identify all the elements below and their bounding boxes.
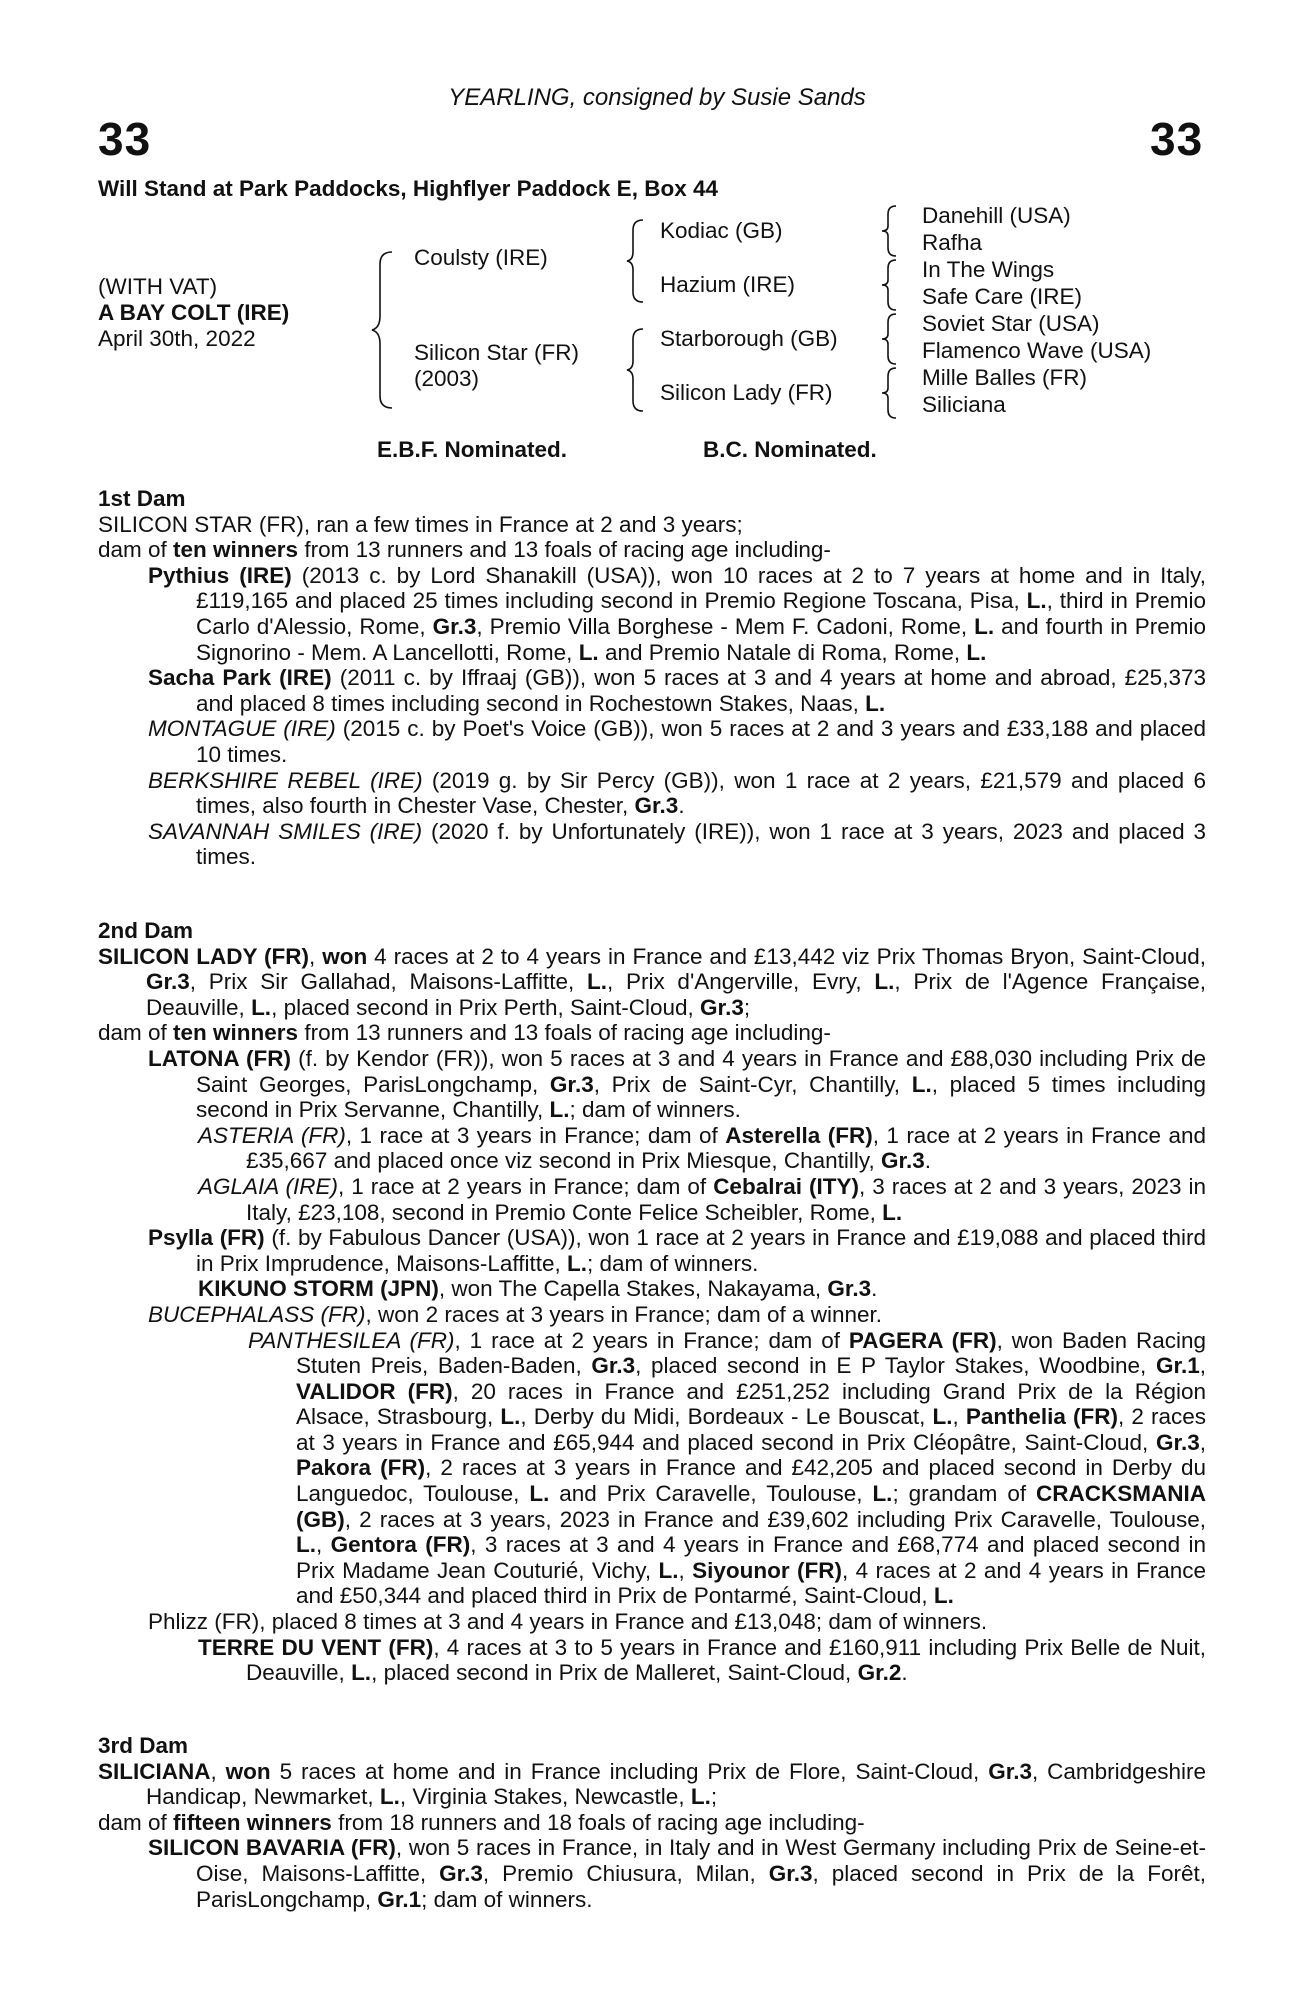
vat-note: (WITH VAT) <box>98 274 218 299</box>
pedigree-ssd: Rafha <box>922 230 983 255</box>
bc-nominated: B.C. Nominated. <box>703 437 877 462</box>
pedigree-brace-ds <box>880 312 900 366</box>
second-dam-section <box>98 918 1206 1686</box>
first-dam-produce-intro: dam of ten winners from 13 runners and 13 foals of racing age including- <box>98 537 831 563</box>
lot-number-right: 33 <box>1150 113 1204 165</box>
produce-entry: ASTERIA (FR), 1 race at 3 years in France; dam of Asterella (FR), 1 race at 2 years in France and £35,667 and placed once viz second in Prix Miesque, Chantilly, Gr.3. <box>198 1122 1206 1174</box>
first-dam-section <box>98 486 1206 870</box>
pedigree-dss: Soviet Star (USA) <box>922 311 1100 336</box>
pedigree-brace-ss <box>880 204 900 258</box>
pedigree-brace-dd <box>880 366 900 420</box>
produce-entry: Psylla (FR) (f. by Fabulous Dancer (USA)), won 1 race at 2 years in France and £19,088 and placed third in Prix Imprudence, Maisons-Laffitte, L.; dam of winners. <box>148 1225 1207 1276</box>
pedigree-sire-dam: Hazium (IRE) <box>660 272 796 297</box>
third-dam-record: SILICIANA, won 5 races at home and in France including Prix de Flore, Saint-Cloud, Gr.3, Cambridgeshire Handicap, Newmarket, L., Virginia Stakes, Newcastle, L.; <box>98 1758 1206 1810</box>
produce-entry: SILICON BAVARIA (FR), won 5 races in France, in Italy and in West Germany including Prix de Seine-et-Oise, Maisons-Laffitte, Gr.3, Premio Chiusura, Milan, Gr.3, placed second in Prix de la Forêt, ParisLongchamp, Gr.1; dam of winners. <box>148 1835 1206 1912</box>
pedigree-brace-sd <box>880 258 900 312</box>
produce-entry: MONTAGUE (IRE) (2015 c. by Poet's Voice (GB)), won 5 races at 2 and 3 years and £33,188 and placed 10 times. <box>148 716 1206 767</box>
produce-entry: LATONA (FR) (f. by Kendor (FR)), won 5 races at 3 and 4 years in France and £88,030 including Prix de Saint Georges, ParisLongchamp, Gr.3, Prix de Saint-Cyr, Chantilly, L., placed 5 times including second in Prix Servanne, Chantilly, L.; dam of winners. <box>148 1045 1206 1123</box>
pedigree-sire: Coulsty (IRE) <box>414 245 548 270</box>
section-heading: 1st Dam <box>98 486 186 511</box>
horse-name: A BAY COLT (IRE) <box>98 300 290 325</box>
produce-entry: Sacha Park (IRE) (2011 c. by Iffraaj (GB)), won 5 races at 3 and 4 years at home and abroad, £25,373 and placed 8 times including second in Rochestown Stakes, Naas, L. <box>148 665 1206 716</box>
pedigree-dam: Silicon Star (FR) <box>414 340 580 365</box>
produce-entry: Phlizz (FR), placed 8 times at 3 and 4 years in France and £13,048; dam of winners. <box>148 1609 988 1635</box>
pedigree-sdd: Safe Care (IRE) <box>922 284 1083 309</box>
first-dam-line: SILICON STAR (FR), ran a few times in France at 2 and 3 years; <box>98 511 743 537</box>
produce-entry: SAVANNAH SMILES (IRE) (2020 f. by Unfortunately (IRE)), won 1 race at 3 years, 2023 and placed 3 times. <box>148 818 1206 870</box>
pedigree-dam-dam: Silicon Lady (FR) <box>660 380 833 405</box>
produce-entry: PANTHESILEA (FR), 1 race at 2 years in France; dam of PAGERA (FR), won Baden Racing Stuten Preis, Baden-Baden, Gr.3, placed second in E P Taylor Stakes, Woodbine, Gr.1, VALIDOR (FR), 20 races in France and £251,252 including Grand Prix de la Région Alsace, Strasbourg, L., Derby du Midi, Bordeaux - Le Bouscat, L., Panthelia (FR), 2 races at 3 years in France and £65,944 and placed second in Prix Cléopâtre, Saint-Cloud, Gr.3, Pakora (FR), 2 races at 3 years in France and £42,205 and placed second in Derby du Languedoc, Toulouse, L. and Prix Caravelle, Toulouse, L.; grandam of CRACKSMANIA (GB), 2 races at 3 years, 2023 in France and £39,602 including Prix Caravelle, Toulouse, L., Gentora (FR), 3 races at 3 and 4 years in France and £68,774 and placed second in Prix Madame Jean Couturié, Vichy, L., Siyounor (FR), 4 races at 2 and 4 years in France and £50,344 and placed third in Prix de Pontarmé, Saint-Cloud, L. <box>248 1327 1207 1609</box>
pedigree-brace-main <box>370 250 396 410</box>
pedigree-brace-dam <box>625 327 647 413</box>
foaling-date: April 30th, 2022 <box>98 326 256 351</box>
produce-entry: BUCEPHALASS (FR), won 2 races at 3 years in France; dam of a winner. <box>148 1301 883 1327</box>
produce-entry: Pythius (IRE) (2013 c. by Lord Shanakill (USA)), won 10 races at 2 to 7 years at home and in Italy, £119,165 and placed 25 times including second in Premio Regione Toscana, Pisa, L., third in Premio Carlo d'Alessio, Rome, Gr.3, Premio Villa Borghese - Mem F. Cadoni, Rome, L. and fourth in Premio Signorino - Mem. A Lancellotti, Rome, L. and Premio Natale di Roma, Rome, L. <box>148 562 1207 665</box>
section-heading: 3rd Dam <box>98 1733 189 1758</box>
pedigree-dsd: Flamenco Wave (USA) <box>922 338 1152 363</box>
third-dam-section <box>98 1733 1206 1912</box>
second-dam-record: SILICON LADY (FR), won 4 races at 2 to 4 years in France and £13,442 viz Prix Thomas Bryon, Saint-Cloud, Gr.3, Prix Sir Gallahad, Maisons-Laffitte, L., Prix d'Angerville, Evry, L., Prix de l'Agence Française, Deauville, L., placed second in Prix Perth, Saint-Cloud, Gr.3; <box>98 943 1206 1020</box>
section-heading: 2nd Dam <box>98 918 194 943</box>
pedigree-sire-sire: Kodiac (GB) <box>660 218 783 243</box>
pedigree-dam-sire: Starborough (GB) <box>660 326 838 351</box>
pedigree-sss: Danehill (USA) <box>922 203 1071 228</box>
lot-number-left: 33 <box>98 113 152 165</box>
pedigree-dds: Mille Balles (FR) <box>922 365 1088 390</box>
produce-entry: KIKUNO STORM (JPN), won The Capella Stakes, Nakayama, Gr.3. <box>198 1276 878 1302</box>
pedigree-dam-year: (2003) <box>414 366 480 391</box>
produce-entry: AGLAIA (IRE), 1 race at 2 years in France; dam of Cebalrai (ITY), 3 races at 2 and 3 years, 2023 in Italy, £23,108, second in Premio Conte Felice Scheibler, Rome, L. <box>198 1173 1207 1225</box>
pedigree-ddd: Siliciana <box>922 392 1006 417</box>
third-dam-produce-intro: dam of fifteen winners from 18 runners and 18 foals of racing age including- <box>98 1809 865 1835</box>
second-dam-produce-intro: dam of ten winners from 13 runners and 13 foals of racing age including- <box>98 1020 831 1046</box>
stand-location: Will Stand at Park Paddocks, Highflyer Paddock E, Box 44 <box>98 176 718 201</box>
produce-entry: TERRE DU VENT (FR), 4 races at 3 to 5 years in France and £160,911 including Prix Belle de Nuit, Deauville, L., placed second in Prix de Malleret, Saint-Cloud, Gr.2. <box>198 1634 1206 1686</box>
pedigree-sds: In The Wings <box>922 257 1055 282</box>
catalogue-subtitle: YEARLING, consigned by Susie Sands <box>448 84 866 111</box>
produce-entry: BERKSHIRE REBEL (IRE) (2019 g. by Sir Percy (GB)), won 1 race at 2 years, £21,579 and placed 6 times, also fourth in Chester Vase, Chester, Gr.3. <box>148 767 1206 819</box>
pedigree-brace-sire <box>625 218 647 304</box>
ebf-nominated: E.B.F. Nominated. <box>377 437 568 462</box>
